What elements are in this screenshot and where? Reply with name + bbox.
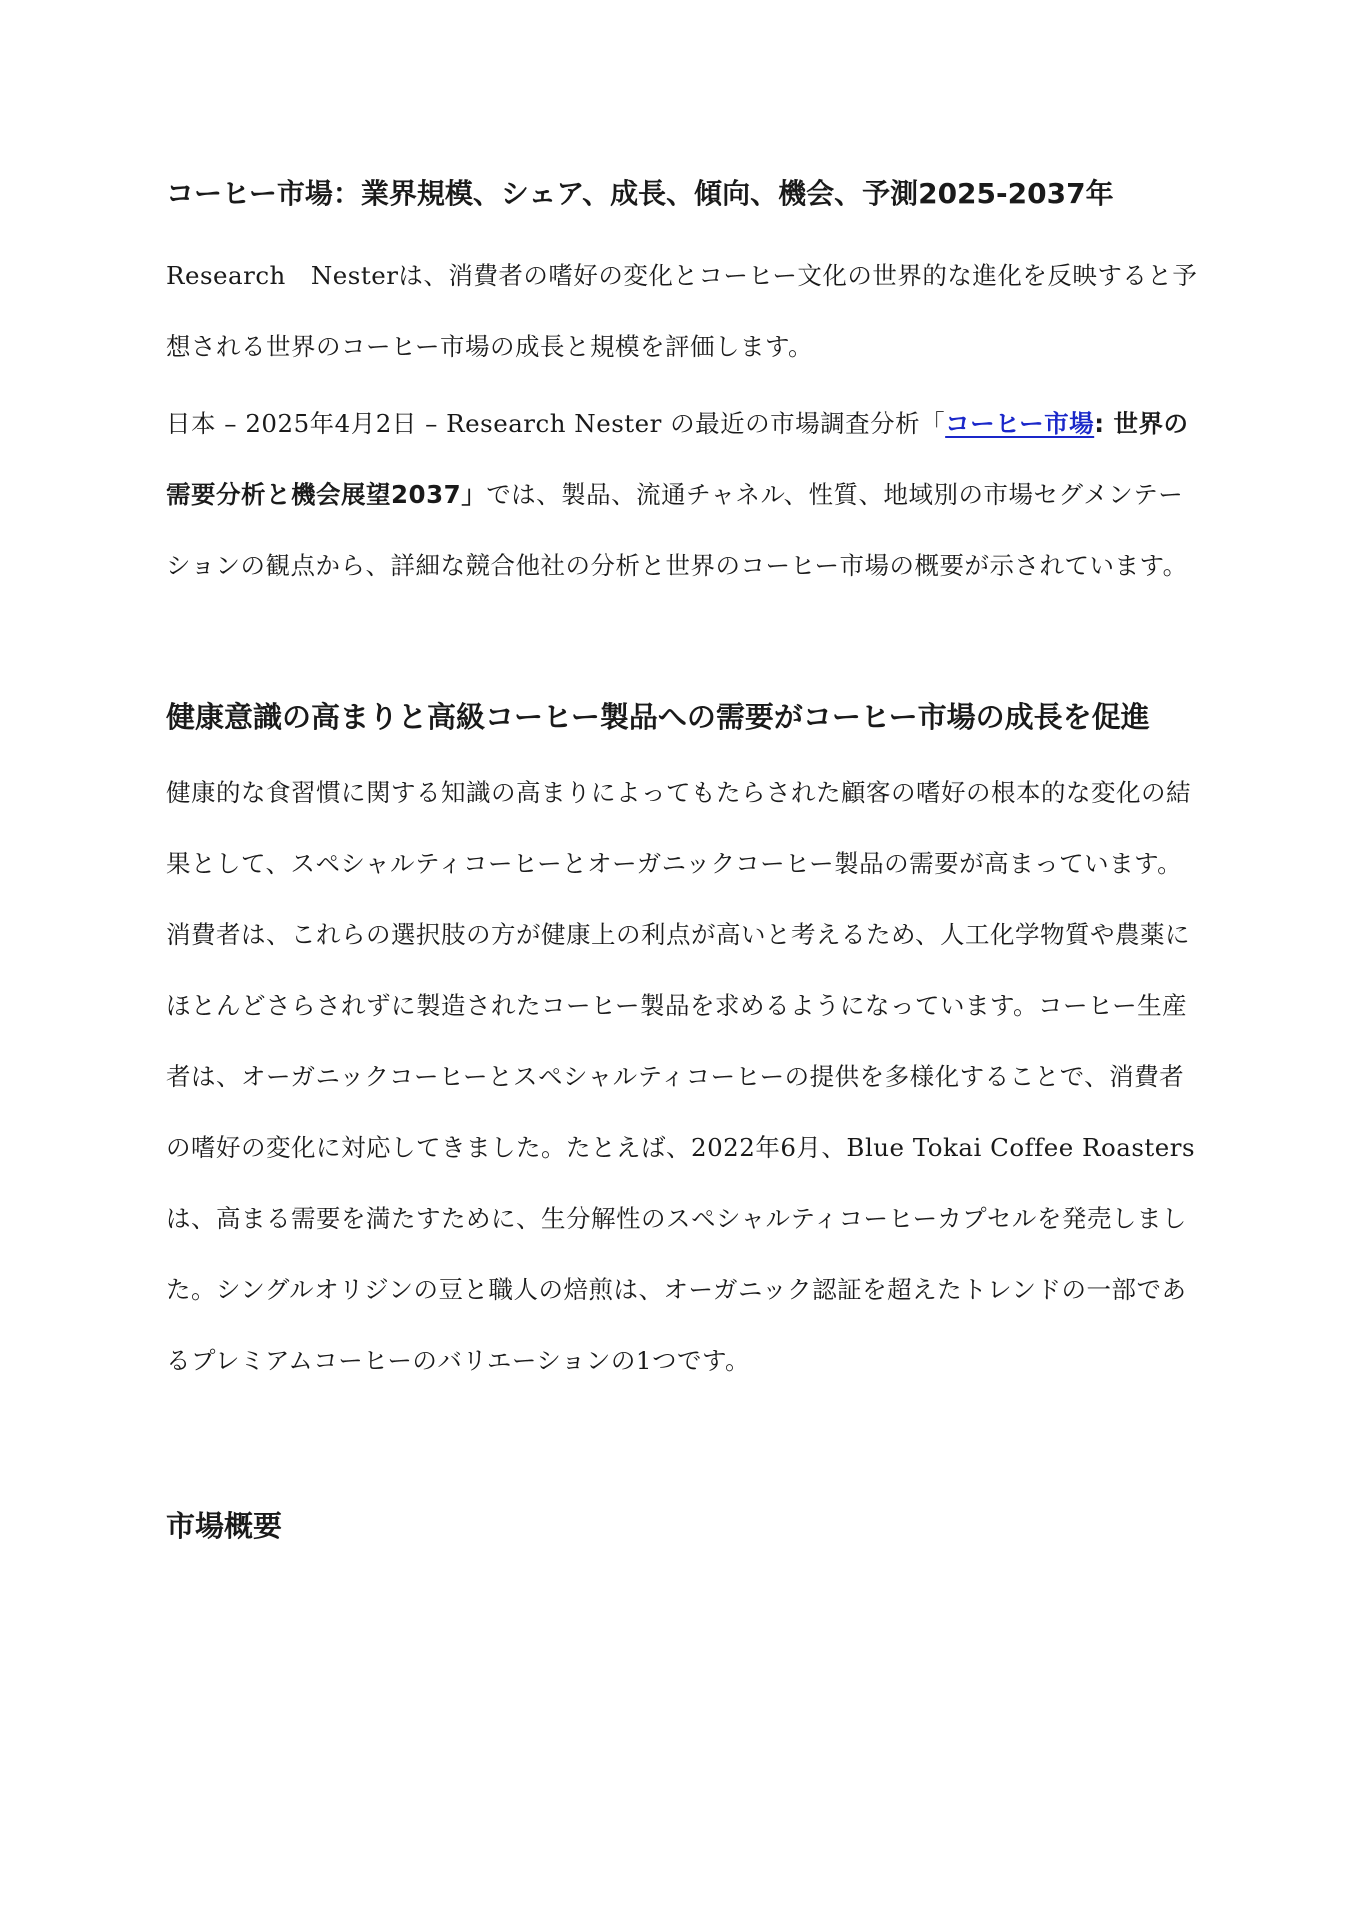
- press-prefix: 日本 – 2025年4月2日 – Research Nester の最近の市場調査分析「: [166, 409, 946, 438]
- document-title: コーヒー市場：業界規模、シェア、成長、傾向、機会、予測2025-2037年: [166, 177, 1114, 210]
- press-paragraph: [166, 388, 1206, 601]
- lead-paragraph: Research Nesterは、消費者の嗜好の変化とコーヒー文化の世界的な進化を反映すると予想される世界のコーヒー市場の成長と規模を評価します。: [166, 261, 1198, 361]
- section-heading-health: 健康意識の高まりと高級コーヒー製品への需要がコーヒー市場の成長を促進: [166, 700, 1150, 734]
- report-title-bold: : 世界の需要分析と機会展望2037」: [166, 409, 1189, 509]
- press-suffix: では、製品、流通チャネル、性質、地域別の市場セグメンテーションの観点から、詳細な競合他社の分析と世界のコーヒー市場の概要が示されています。: [166, 480, 1188, 580]
- coffee-market-link[interactable]: コーヒー市場: [945, 409, 1095, 438]
- section-body-health: 健康的な食習慣に関する知識の高まりによってもたらされた顧客の嗜好の根本的な変化の結果として、スペシャルティコーヒーとオーガニックコーヒー製品の需要が高まっています。消費者は、これらの選択肢の方が健康上の利点が高いと考えるため、人工化学物質や農薬にほとんどさらされずに製造されたコーヒー製品を求めるようになっています。コーヒー生産者は、オーガニックコーヒーとスペシャルティコーヒーの提供を多様化することで、消費者の嗜好の変化に対応してきました。たとえば、2022年6月、Blue Tokai Coffee Roastersは、高まる需要を満たすために、生分解性のスペシャルティコーヒーカプセルを発売しました。シングルオリジンの豆と職人の焙煎は、オーガニック認証を超えたトレンドの一部であるプレミアムコーヒーのバリエーションの1つです。: [166, 778, 1196, 1375]
- section-heading-market-overview: 市場概要: [166, 1509, 283, 1543]
- document-page: [166, 166, 1206, 1556]
